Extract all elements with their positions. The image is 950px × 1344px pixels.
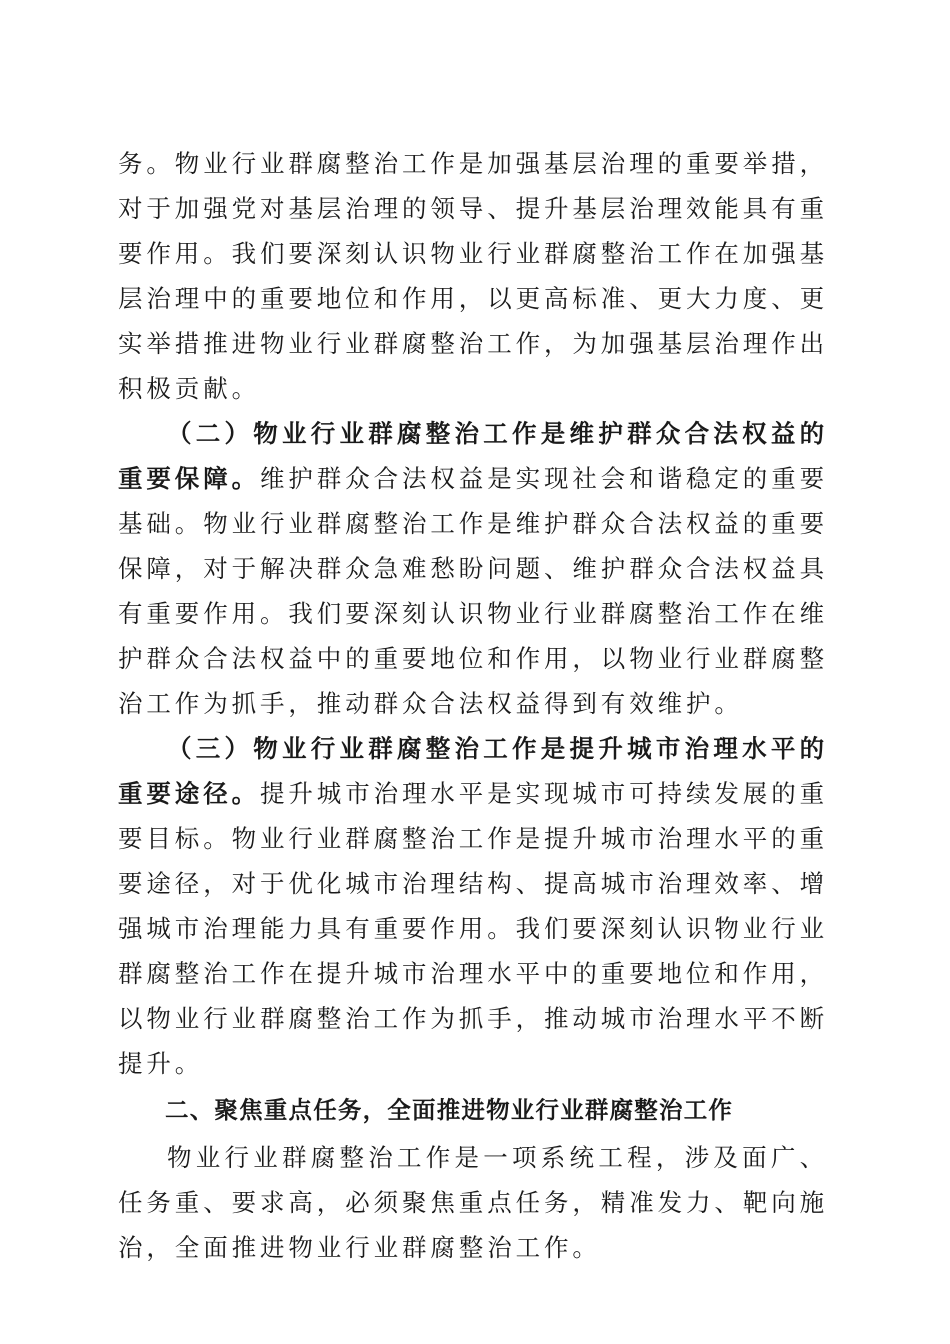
paragraph-lead-sentence: （三）物业行业群腐整治工作是提升城市治理水平的重要途径。 <box>118 734 828 808</box>
paragraph-continuation <box>118 141 828 411</box>
paragraph-section-intro: 物业行业群腐整治工作是一项系统工程，涉及面广、任务重、要求高，必须聚焦重点任务，精准发力、靶向施治，全面推进物业行业群腐整治工作。 <box>118 1143 828 1262</box>
paragraph-point-two <box>118 411 828 726</box>
paragraph-body: 维护群众合法权益是实现社会和谐稳定的重要基础。物业行业群腐整治工作是维护群众合法权益的重要保障，对于解决群众急难愁盼问题、维护群众合法权益具有重要作用。我们要深刻认识物业行业群腐整治工作在维护群众合法权益中的重要地位和作用，以物业行业群腐整治工作为抓手，推动群众合法权益得到有效维护。 <box>118 464 828 718</box>
paragraph-lead-sentence: （二）物业行业群腐整治工作是维护群众合法权益的重要保障。 <box>118 419 828 493</box>
paragraph-body: 务。物业行业群腐整治工作是加强基层治理的重要举措，对于加强党对基层治理的领导、提升基层治理效能具有重要作用。我们要深刻认识物业行业群腐整治工作在加强基层治理中的重要地位和作用，以更高标准、更大力度、更实举措推进物业行业群腐整治工作，为加强基层治理作出积极贡献。 <box>118 149 828 403</box>
document-page <box>118 141 828 1270</box>
section-heading: 二、聚焦重点任务，全面推进物业行业群腐整治工作 <box>165 1096 734 1124</box>
paragraph-body: 提升城市治理水平是实现城市可持续发展的重要目标。物业行业群腐整治工作是提升城市治理水平的重要途径，对于优化城市治理结构、提高城市治理效率、增强城市治理能力具有重要作用。我们要深刻认识物业行业群腐整治工作在提升城市治理水平中的重要地位和作用，以物业行业群腐整治工作为抓手，推动城市治理水平不断提升。 <box>118 779 828 1078</box>
paragraph-point-three <box>118 726 828 1086</box>
